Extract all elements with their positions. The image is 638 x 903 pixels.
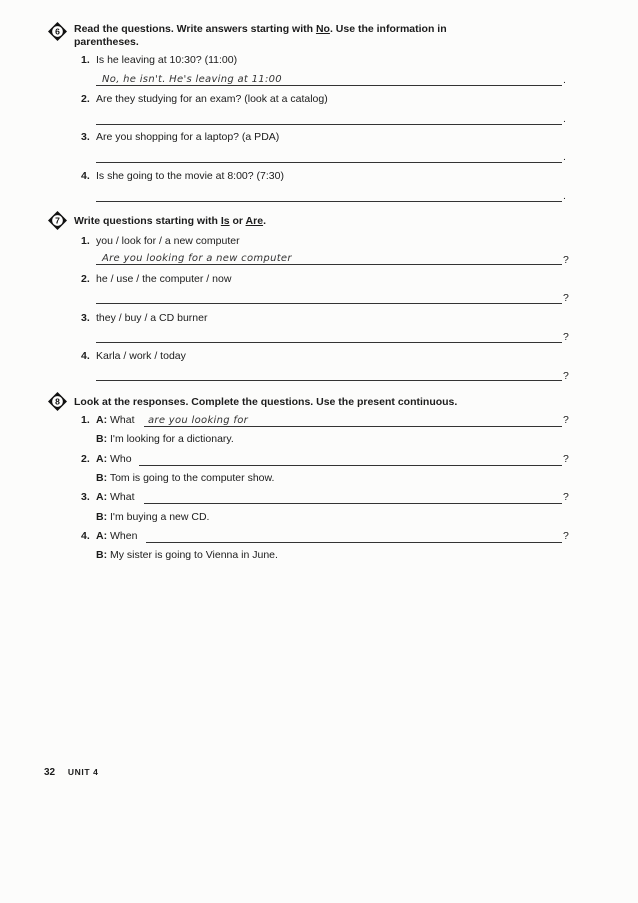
page-number: 32 [44, 767, 56, 778]
ex6-answer-line-2[interactable] [96, 111, 562, 125]
exercise-6-number: 6 [55, 26, 60, 37]
ex7-prompt-3: 3. they / buy / a CD burner [81, 312, 208, 324]
exercise-6-instruction: Read the questions. Write answers starting with No. Use the information in parentheses. [74, 23, 447, 48]
ex8-answer-line-3[interactable] [144, 491, 562, 504]
ex8-end-2: ? [563, 453, 569, 465]
ex6-end-2: . [563, 113, 566, 125]
ex6-end-1: . [563, 74, 566, 86]
unit-label: UNIT 4 [67, 767, 99, 777]
ex8-item-1-b: B: I'm looking for a dictionary. [96, 433, 234, 445]
ex8-answer-line-1[interactable] [144, 414, 562, 427]
ex7-prompt-2: 2. he / use / the computer / now [81, 273, 232, 285]
ex8-item-3-b: B: I'm buying a new CD. [96, 511, 210, 523]
ex8-end-4: ? [563, 530, 569, 542]
exercise-6-number-badge [48, 22, 67, 41]
ex7-end-2: ? [563, 292, 569, 304]
ex8-answer-line-4[interactable] [146, 530, 562, 543]
ex6-end-3: . [563, 151, 566, 163]
ex8-item-2-a: 2. A: Who [81, 453, 132, 465]
ex7-answer-line-3[interactable] [96, 329, 562, 343]
ex6-question-1: 1. Is he leaving at 10:30? (11:00) [81, 54, 238, 66]
ex8-end-1: ? [563, 414, 569, 426]
ex8-answer-line-2[interactable] [139, 453, 562, 466]
ex6-answer-line-1[interactable] [96, 72, 562, 86]
exercise-8-number-badge [48, 392, 67, 411]
ex6-end-4: . [563, 190, 566, 202]
ex8-item-1-a: 1. A: What [81, 414, 135, 426]
exercise-7-number-badge [48, 211, 67, 230]
ex8-item-2-b: B: Tom is going to the computer show. [96, 472, 275, 484]
ex7-end-3: ? [563, 331, 569, 343]
ex6-question-4: 4. Is she going to the movie at 8:00? (7:30) [81, 170, 284, 182]
ex7-prompt-4: 4. Karla / work / today [81, 350, 186, 362]
ex6-answer-line-3[interactable] [96, 149, 562, 163]
exercise-8-number: 8 [55, 396, 60, 407]
ex6-answer-1-text: No, he isn't. He's leaving at 11:00 [102, 74, 282, 85]
exercise-7-number: 7 [55, 215, 60, 226]
page-footer [44, 767, 98, 778]
ex7-prompt-1: 1. you / look for / a new computer [81, 235, 240, 247]
ex7-answer-1-text: Are you looking for a new computer [102, 253, 292, 264]
exercise-8-instruction: Look at the responses. Complete the questions. Use the present continuous. [74, 396, 458, 408]
ex8-answer-1-text: are you looking for [148, 415, 249, 426]
exercise-7-instruction: Write questions starting with Is or Are. [74, 215, 266, 227]
ex6-question-3: 3. Are you shopping for a laptop? (a PDA) [81, 131, 280, 143]
ex7-answer-line-2[interactable] [96, 290, 562, 304]
ex7-answer-line-1[interactable] [96, 251, 562, 265]
ex7-answer-line-4[interactable] [96, 367, 562, 381]
ex7-end-1: ? [563, 254, 569, 266]
ex6-question-2: 2. Are they studying for an exam? (look at a catalog) [81, 93, 328, 105]
ex8-end-3: ? [563, 491, 569, 503]
ex6-answer-line-4[interactable] [96, 188, 562, 202]
ex8-item-4-a: 4. A: When [81, 530, 138, 542]
ex8-item-4-b: B: My sister is going to Vienna in June. [96, 549, 278, 561]
ex7-end-4: ? [563, 370, 569, 382]
ex8-item-3-a: 3. A: What [81, 491, 135, 503]
